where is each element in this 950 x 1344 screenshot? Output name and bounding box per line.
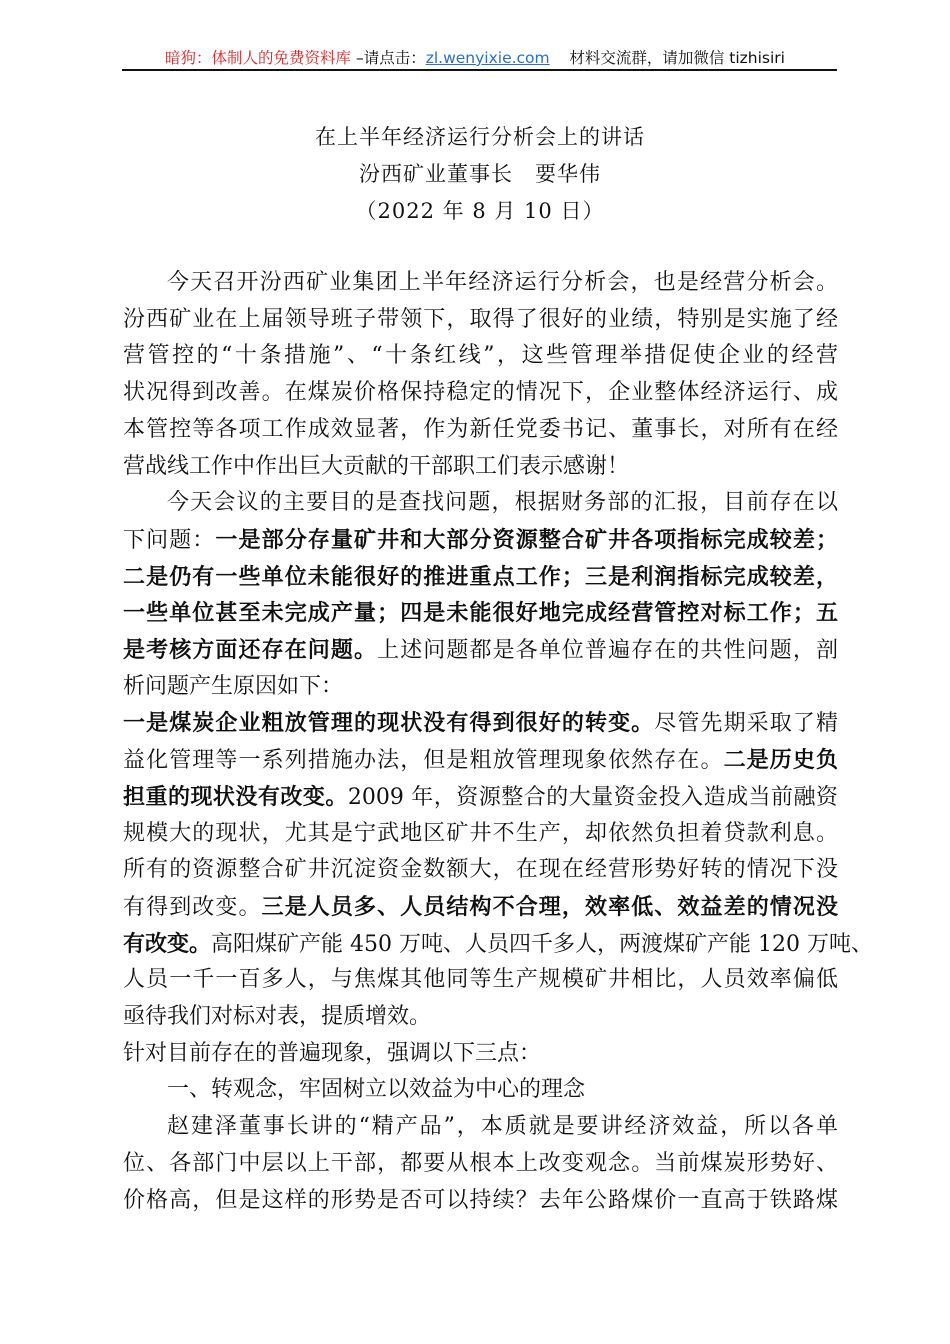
document-speaker: 汾西矿业董事长 要华伟 bbox=[359, 162, 601, 186]
text-line bbox=[123, 635, 838, 666]
bold-text: 一是煤炭企业粗放管理的现状没有得到很好的转变。 bbox=[123, 710, 655, 737]
header-contact: 材料交流群，请加微信 tizhisiri bbox=[549, 49, 785, 67]
text-segment: 营管控的“十条措施”、“十条红线”，这些管理举措促使企业的经营 bbox=[123, 343, 838, 369]
bold-text: 二是历史负 bbox=[723, 747, 838, 774]
text-segment: 汾西矿业在上届领导班子带领下，取得了很好的业绩，特别是实施了经 bbox=[123, 306, 838, 332]
text-segment: 亟待我们对标对表，提质增效。 bbox=[123, 1004, 432, 1029]
text-line bbox=[123, 1112, 838, 1142]
text-line bbox=[123, 598, 838, 629]
text-line bbox=[123, 488, 838, 518]
text-line bbox=[123, 268, 838, 298]
text-line bbox=[123, 855, 838, 885]
bold-text: 一些单位甚至未完成产量；四是未能很好地完成经营管控对标工作；五 bbox=[123, 600, 838, 627]
text-segment: 针对目前存在的普遍现象，强调以下三点： bbox=[123, 1040, 542, 1066]
text-segment: 高阳煤矿产能 450 万吨、人员四千多人，两渡煤矿产能 120 万吨、 bbox=[211, 931, 873, 957]
header-brand: 暗狗：体制人的免费资料库 bbox=[165, 49, 352, 67]
text-segment: 益化管理等一系列措施办法，但是粗放管理现象依然存在。 bbox=[123, 748, 724, 774]
page-header bbox=[0, 46, 950, 68]
text-segment: 析问题产生原因如下： bbox=[123, 673, 344, 699]
text-line bbox=[123, 819, 838, 849]
bold-text: 二是仍有一些单位未能很好的推进重点工作；三是利润指标完成较差， bbox=[123, 563, 838, 590]
text-line bbox=[123, 782, 838, 813]
text-line bbox=[123, 1186, 838, 1216]
text-line bbox=[123, 415, 838, 445]
text-line bbox=[123, 525, 838, 556]
header-click-text: –请点击： bbox=[351, 49, 426, 67]
text-line bbox=[123, 708, 838, 739]
text-segment: 状况得到改善。在煤炭价格保持稳定的情况下，企业整体经济运行、成 bbox=[123, 380, 838, 406]
text-segment: 赵建泽董事长讲的“精产品”，本质就是要讲经济效益，所以各单 bbox=[167, 1114, 838, 1140]
text-segment: 位、各部门中层以上干部，都要从根本上改变观念。当前煤炭形势好、 bbox=[123, 1150, 838, 1176]
text-segment: 人员一千一百多人，与焦煤其他同等生产规模矿井相比，人员效率偏低 bbox=[123, 967, 838, 993]
text-line bbox=[123, 452, 838, 482]
text-segment: 规模大的现状，尤其是宁武地区矿井不生产，却依然负担着贷款利息。 bbox=[123, 820, 838, 846]
text-line bbox=[123, 929, 873, 960]
text-segment: 一、转观念，牢固树立以效益为中心的理念 bbox=[167, 1077, 586, 1103]
text-line bbox=[123, 378, 838, 408]
text-segment: 下问题： bbox=[123, 527, 216, 553]
text-segment: 本管控等各项工作成效显著，作为新任党委书记、董事长，对所有在经 bbox=[123, 416, 838, 442]
bold-text: 是考核方面还存在问题。 bbox=[123, 637, 378, 663]
document-date: （2022 年 8 月 10 日） bbox=[355, 199, 605, 223]
header-link[interactable]: zl.wenyixie.com bbox=[425, 49, 550, 67]
text-segment: 上述问题都是各单位普遍存在的共性问题，剖 bbox=[377, 638, 838, 663]
bold-text: 一是部分存量矿井和大部分资源整合矿井各项指标完成较差； bbox=[215, 526, 838, 553]
text-line bbox=[123, 745, 838, 776]
text-line bbox=[123, 1149, 838, 1179]
text-line bbox=[123, 341, 838, 371]
bold-text: 担重的现状没有改变。 bbox=[123, 783, 348, 810]
text-line bbox=[123, 562, 838, 593]
text-segment: 尽管先期采取了精 bbox=[654, 711, 838, 737]
text-line bbox=[123, 1002, 838, 1032]
text-segment: 今天召开汾西矿业集团上半年经济运行分析会，也是经营分析会。 bbox=[167, 270, 838, 295]
bold-text: 三是人员多、人员结构不合理，效率低、效益差的情况没 bbox=[261, 893, 838, 920]
header-divider bbox=[122, 69, 837, 71]
document-title: 在上半年经济运行分析会上的讲话 bbox=[315, 125, 645, 149]
text-line bbox=[123, 1039, 838, 1069]
text-segment: 2009 年，资源整合的大量资金投入造成当前融资 bbox=[347, 784, 838, 810]
text-line bbox=[123, 305, 838, 335]
text-segment: 营战线工作中作出巨大贡献的干部职工们表示感谢！ bbox=[123, 453, 630, 479]
text-line bbox=[123, 892, 838, 923]
text-line bbox=[123, 965, 838, 995]
text-segment: 今天会议的主要目的是查找问题，根据财务部的汇报，目前存在以 bbox=[167, 490, 838, 516]
text-line bbox=[123, 672, 838, 702]
text-segment: 价格高，但是这样的形势是否可以持续？去年公路煤价一直高于铁路煤 bbox=[123, 1187, 838, 1213]
text-line bbox=[123, 1075, 838, 1105]
text-segment: 有得到改变。 bbox=[123, 894, 262, 920]
text-segment: 所有的资源整合矿井沉淀资金数额大，在现在经营形势好转的情况下没 bbox=[123, 857, 838, 883]
bold-text: 有改变。 bbox=[123, 930, 212, 957]
